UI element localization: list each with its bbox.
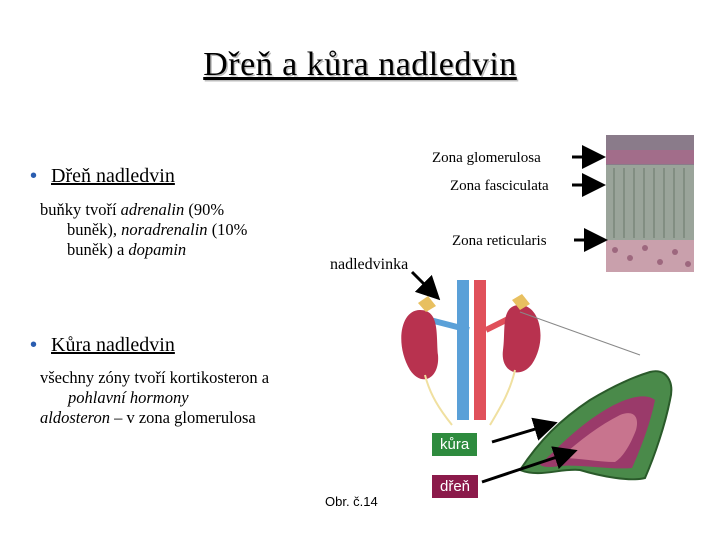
- zone-arrows: [572, 157, 602, 240]
- bullet-dot-icon: •: [30, 165, 38, 187]
- kura-line-1: všechny zóny tvoří kortikosteron a: [40, 368, 270, 387]
- kura-line-3: aldosteron – v zona glomerulosa: [40, 408, 256, 427]
- heading-kura: Kůra nadledvin: [51, 334, 175, 356]
- label-dren-box: dřeň: [432, 475, 478, 498]
- cortex-section-image: [606, 135, 694, 272]
- label-zona-reticularis: Zona reticularis: [452, 233, 547, 249]
- label-zona-glomerulosa: Zona glomerulosa: [432, 150, 541, 166]
- nadledvinka-arrow: [412, 272, 436, 296]
- dren-line-2: buněk), noradrenalin (10%: [67, 220, 248, 239]
- kura-line-2: pohlavní hormony: [68, 388, 189, 407]
- label-zona-fasciculata: Zona fasciculata: [450, 178, 549, 194]
- heading-dren: Dřeň nadledvin: [51, 165, 175, 187]
- figure-caption: Obr. č.14: [325, 494, 378, 509]
- bullet-dot-icon: •: [30, 334, 38, 356]
- dren-line-1: buňky tvoří adrenalin (90%: [40, 200, 225, 219]
- dren-line-3: buněk) a dopamin: [67, 240, 187, 259]
- label-nadledvinka: nadledvinka: [330, 256, 409, 273]
- slide-title: Dřeň a kůra nadledvin: [203, 46, 517, 83]
- label-kura-box: kůra: [432, 433, 477, 456]
